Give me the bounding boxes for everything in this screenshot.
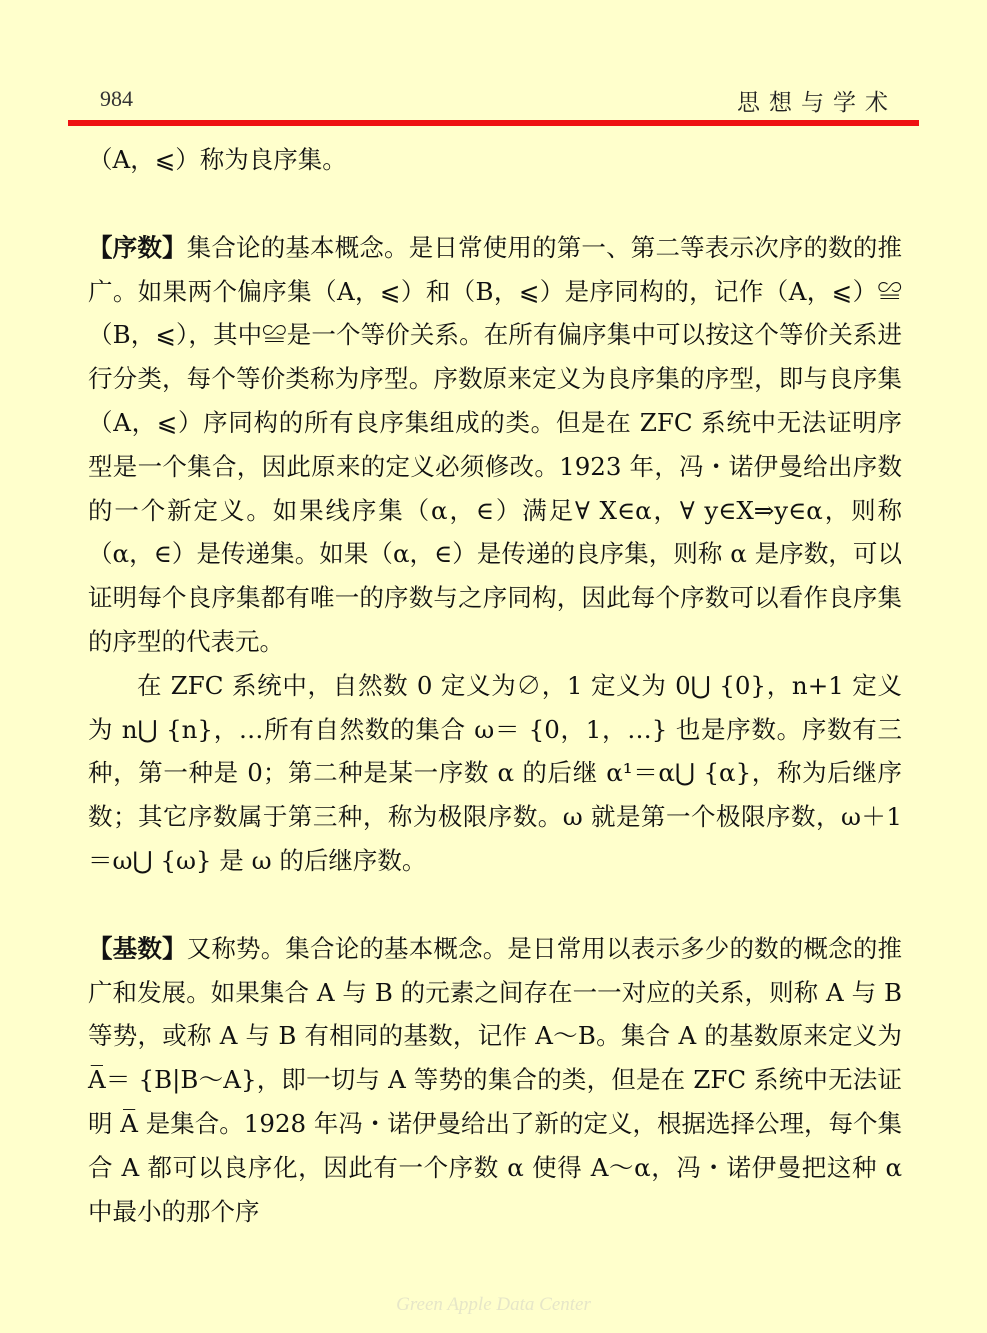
paragraph-gap	[88, 182, 902, 226]
paragraph-ordinal-zfc	[88, 664, 902, 883]
paragraph-gap	[88, 883, 902, 927]
paragraph-text: 在 ZFC 系统中，自然数 0 定义为∅，1 定义为 0⋃ {0}，n+1 定义为 n⋃ {n}，…所有自然数的集合 ω＝ {0，1，…} 也是序数。序数有三种，第一种是 0；第二种是某一序数 α 的后继 α¹＝α⋃ {α}，称为后继序数；其它序数属于第三种，称为极限序数。ω 就是第一个极限序数，ω＋1＝ω⋃ {ω} 是 ω 的后继序数。	[88, 670, 902, 875]
entry-cardinal	[88, 927, 902, 1234]
paragraph-continuation	[88, 138, 902, 182]
page-body	[88, 138, 902, 1233]
entry-text: 集合论的基本概念。是日常使用的第一、第二等表示次序的数的推广。如果两个偏序集（A，⩽）和（B，⩽）是序同构的，记作（A，⩽）≌（B，⩽），其中≌是一个等价关系。在所有偏序集中可以按这个等价关系进行分类，每个等价类称为序型。序数原来定义为良序集的序型，即与良序集（A，⩽）序同构的所有良序集组成的类。但是在 ZFC 系统中无法证明序型是一个集合，因此原来的定义必须修改。1923 年，冯・诺伊曼给出序数的一个新定义。如果线序集（α，∈）满足∀ X∈α，∀ y∈X⇒y∈α，则称（α，∈）是传递集。如果（α，∈）是传递的良序集，则称 α 是序数，可以证明每个良序集都有唯一的序数与之序同构，因此每个序数可以看作良序集的序型的代表元。	[88, 232, 902, 656]
header-rule	[68, 120, 919, 126]
page-header	[0, 0, 987, 130]
entry-term: 【基数】	[88, 933, 187, 963]
running-title: 思想与学术	[737, 90, 897, 116]
watermark: Green Apple Data Center	[396, 1294, 591, 1315]
entry-term: 【序数】	[88, 232, 187, 262]
entry-text: 又称势。集合论的基本概念。是日常用以表示多少的数的概念的推广和发展。如果集合 A 与 B 的元素之间存在一一对应的关系，则称 A 与 B 等势，或称 A 与 B 有相同的基数，记作 A～B。集合 A 的基数原来定义为 A̅＝ {B|B～A}，即一切与 A 等势的集合的类，但是在 ZFC 系统中无法证明 A̅ 是集合。1928 年冯・诺伊曼给出了新的定义，根据选择公理，每个集合 A 都可以良序化，因此有一个序数 α 使得 A～α，冯・诺伊曼把这种 α 中最小的那个序	[88, 933, 902, 1226]
entry-ordinal	[88, 226, 902, 664]
paragraph-text: （A，⩽）称为良序集。	[88, 145, 347, 174]
page-number: 984	[100, 86, 133, 111]
